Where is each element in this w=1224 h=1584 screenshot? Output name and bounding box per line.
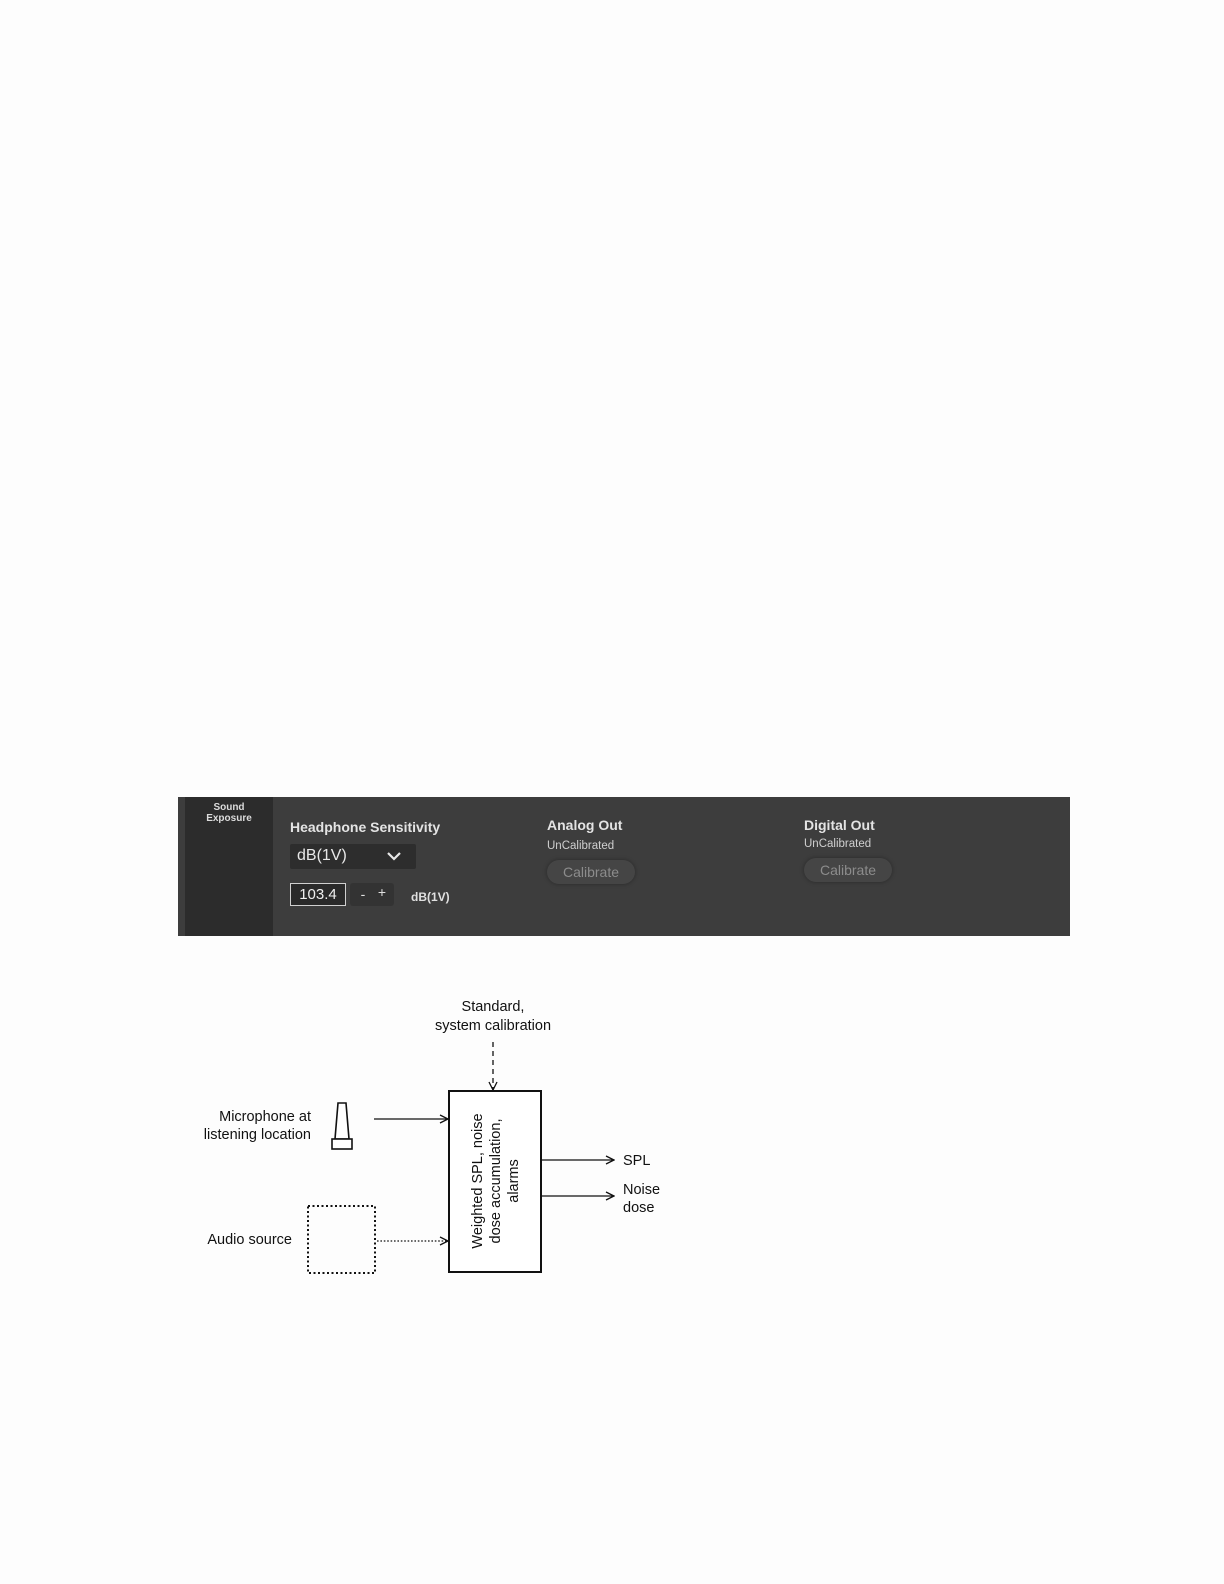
block-label-line2: dose accumulation, <box>488 1118 504 1244</box>
sidebar <box>185 797 273 936</box>
sensitivity-value-input[interactable]: 103.4 <box>290 883 346 906</box>
decrement-button[interactable]: - <box>360 886 366 902</box>
digital-out-title: Digital Out <box>804 817 875 833</box>
sensitivity-stepper <box>350 883 394 906</box>
audio-source-box <box>308 1206 375 1273</box>
sensitivity-unit-label: dB(1V) <box>411 890 450 904</box>
sound-exposure-block-diagram <box>190 990 690 1285</box>
microphone-icon <box>332 1103 352 1149</box>
block-label-line1: Weighted SPL, noise <box>470 1113 486 1249</box>
analog-out-title: Analog Out <box>547 817 623 833</box>
analog-calibrate-button[interactable]: Calibrate <box>547 860 635 884</box>
calibration-label-line2: system calibration <box>434 1018 552 1034</box>
analog-out-status: UnCalibrated <box>547 840 615 852</box>
sound-exposure-panel <box>178 797 1070 936</box>
dropdown-selected-value: dB(1V) <box>297 847 347 864</box>
digital-out-status: UnCalibrated <box>804 838 872 850</box>
digital-calibrate-button[interactable]: Calibrate <box>804 858 892 882</box>
noise-dose-label-line1: Noise <box>623 1182 661 1198</box>
headphone-sensitivity-title: Headphone Sensitivity <box>290 819 441 835</box>
block-label-line3: alarms <box>506 1159 522 1203</box>
microphone-label-line1: Microphone at <box>219 1109 311 1125</box>
sensitivity-unit-dropdown[interactable] <box>290 844 416 869</box>
increment-button[interactable]: + <box>377 884 387 900</box>
noise-dose-label-line2: dose <box>623 1200 655 1216</box>
microphone-label-line2: listening location <box>203 1127 311 1143</box>
audio-source-label: Audio source <box>207 1232 292 1248</box>
calibration-label-line1: Standard, <box>461 999 525 1015</box>
chevron-down-icon <box>386 850 402 862</box>
sidebar-item-sound-exposure[interactable]: Sound Exposure <box>206 802 252 824</box>
spl-output-label: SPL <box>623 1153 651 1169</box>
